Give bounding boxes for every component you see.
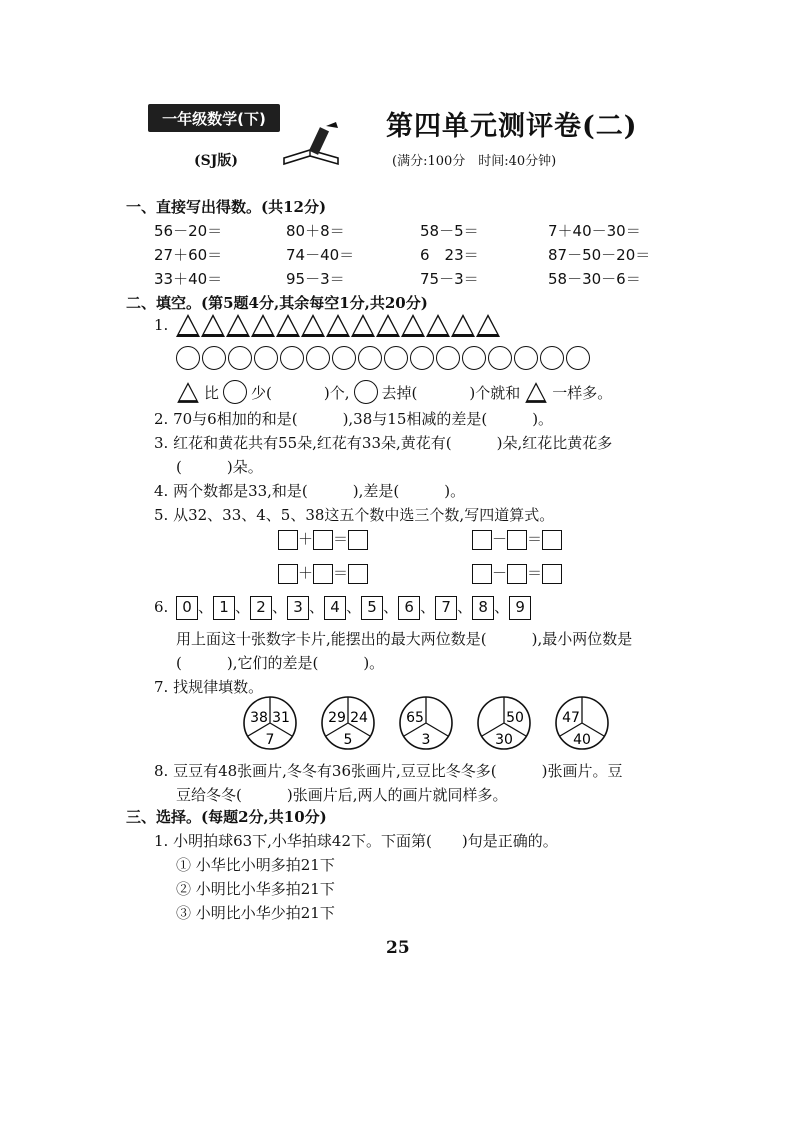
calc-item: 80＋8＝ [286,222,345,240]
answer-box[interactable] [278,564,298,584]
circle-row [176,346,590,370]
q8-text-line2: 豆给冬冬( )张画片后,两人的画片就同样多。 [176,786,508,804]
section1-heading: 一、直接写出得数。(共12分) [126,198,327,216]
digit-card: 5 [361,596,383,620]
digit-card: 2 [250,596,272,620]
page-title: 第四单元测评卷(二) [386,111,638,142]
equals-sign: ＝ [527,564,543,582]
circle-top-left: 65 [406,710,424,726]
circle-shape [384,346,408,370]
circle-shape [462,346,486,370]
q1-sentence [176,380,612,404]
answer-box[interactable] [313,530,333,550]
plus-sign: ＋ [298,564,314,582]
circle-bottom: 5 [343,732,353,748]
answer-box[interactable] [472,530,492,550]
page-number: 25 [386,938,410,958]
equals-sign: ＝ [333,564,349,582]
calc-item: 74－40＝ [286,246,355,264]
circle-shape [228,346,252,370]
circle-top-right: 50 [506,710,524,726]
triangle-shape [326,314,350,337]
triangle-shape [426,314,450,337]
digit-card: 4 [324,596,346,620]
circle-top-left: 29 [328,710,346,726]
calc-item: 75－3＝ [420,270,479,288]
section2-heading: 二、填空。(第5题4分,其余每空1分,共20分) [126,294,428,312]
equals-sign: ＝ [333,530,349,548]
calc-item: 33＋40＝ [154,270,223,288]
circle-top-left: 38 [250,710,268,726]
q5-text: 5. 从32、33、4、5、38这五个数中选三个数,写四道算式。 [154,506,555,524]
choice-option[interactable]: ② 小明比小华多拍21下 [176,880,335,898]
answer-box[interactable] [313,564,333,584]
circle-bottom: 7 [265,732,275,748]
q8-text-line1: 8. 豆豆有48张画片,冬冬有36张画片,豆豆比冬冬多( )张画片。豆 [154,762,623,780]
edition-label: (SJ版) [194,153,238,169]
minus-sign: － [492,564,508,582]
equation-row [472,528,562,550]
pattern-circle [400,697,452,749]
section3-heading: 三、选择。(每题2分,共10分) [126,808,327,826]
triangle-shape [351,314,375,337]
choice-option[interactable]: ① 小华比小明多拍21下 [176,856,335,874]
separator: 、 [235,598,251,616]
circle-shape [176,346,200,370]
q6-text-line2: ( ),它们的差是( )。 [176,654,385,672]
digit-card: 8 [472,596,494,620]
separator: 、 [457,598,473,616]
digit-card-row [176,596,531,620]
circle-bottom: 3 [421,732,431,748]
q1-text-end: 一样多。 [552,383,613,402]
equation-row [278,562,368,584]
pattern-circle [556,697,608,749]
choice-q1-text: 1. 小明拍球63下,小华拍球42下。下面第( )句是正确的。 [154,832,558,850]
circle-shape [514,346,538,370]
triangle-shape [301,314,325,337]
plus-sign: ＋ [298,530,314,548]
equation-row [278,528,368,550]
separator: 、 [272,598,288,616]
triangle-shape [376,314,400,337]
separator: 、 [346,598,362,616]
answer-box[interactable] [348,530,368,550]
answer-box[interactable] [542,564,562,584]
circle-shape [566,346,590,370]
separator: 、 [309,598,325,616]
digit-card: 0 [176,596,198,620]
q1-text-shao: 少( [251,383,272,402]
answer-box[interactable] [507,530,527,550]
triangle-shape [451,314,475,337]
circle-top-right: 24 [350,710,368,726]
q1-text-jiuhe: )个就和 [469,383,521,402]
separator: 、 [494,598,510,616]
circle-shape [410,346,434,370]
q3-text-line2: ( )朵。 [176,458,263,476]
circle-shape [358,346,382,370]
circle-shape [223,380,247,404]
circle-shape [540,346,564,370]
q1-text-quzhao: 去掉( [381,383,418,402]
calc-item: 27＋60＝ [154,246,223,264]
calc-item: 6 23＝ [420,246,479,264]
circle-top-right: 31 [272,710,290,726]
calc-item: 87－50－20＝ [548,246,651,264]
minus-sign: － [492,530,508,548]
separator: 、 [383,598,399,616]
circle-shape [306,346,330,370]
choice-option[interactable]: ③ 小明比小华少拍21下 [176,904,335,922]
circle-shape [488,346,512,370]
q7-text: 7. 找规律填数。 [154,678,264,696]
q4-text: 4. 两个数都是33,和是( ),差是( )。 [154,482,466,500]
separator: 、 [198,598,214,616]
digit-card: 9 [509,596,531,620]
circle-shape [202,346,226,370]
separator: 、 [420,598,436,616]
digit-card: 6 [398,596,420,620]
calc-item: 56－20＝ [154,222,223,240]
circle-top-left: 47 [562,710,580,726]
triangle-shape [401,314,425,337]
q1-text-bi: 比 [204,383,220,402]
triangle-shape [525,382,547,403]
pattern-circle [322,697,374,749]
circle-shape [332,346,356,370]
digit-card: 1 [213,596,235,620]
triangle-shape [476,314,500,337]
answer-box[interactable] [507,564,527,584]
book-pen-icon [280,120,350,168]
calc-item: 58－30－6＝ [548,270,641,288]
answer-box[interactable] [472,564,492,584]
circle-shape [354,380,378,404]
circle-shape [436,346,460,370]
equals-sign: ＝ [527,530,543,548]
q6-number: 6. [154,598,169,616]
triangle-row [176,314,500,337]
answer-box[interactable] [278,530,298,550]
triangle-shape [176,314,200,337]
score-time-info: (满分:100分 时间:40分钟) [392,154,557,169]
digit-card: 7 [435,596,457,620]
answer-box[interactable] [348,564,368,584]
circle-bottom: 40 [573,732,591,748]
q6-text-line1: 用上面这十张数字卡片,能摆出的最大两位数是( ),最小两位数是 [176,630,633,648]
circle-bottom: 30 [495,732,513,748]
triangle-shape [251,314,275,337]
q1-number: 1. [154,316,169,334]
calc-item: 58－5＝ [420,222,479,240]
q2-text: 2. 70与6相加的和是( ),38与15相减的差是( )。 [154,410,554,428]
triangle-shape [226,314,250,337]
pattern-circle [244,697,296,749]
triangle-shape [201,314,225,337]
triangle-shape [177,382,199,403]
pattern-circles [240,694,620,754]
pattern-circle [478,697,530,749]
calc-item: 7＋40－30＝ [548,222,641,240]
circle-shape [254,346,278,370]
q1-text-ge: )个, [323,383,350,402]
circle-shape [280,346,304,370]
triangle-shape [276,314,300,337]
calc-item: 95－3＝ [286,270,345,288]
q3-text-line1: 3. 红花和黄花共有55朵,红花有33朵,黄花有( )朵,红花比黄花多 [154,434,613,452]
digit-card: 3 [287,596,309,620]
grade-badge: 一年级数学(下) [148,104,280,132]
answer-box[interactable] [542,530,562,550]
equation-row [472,562,562,584]
